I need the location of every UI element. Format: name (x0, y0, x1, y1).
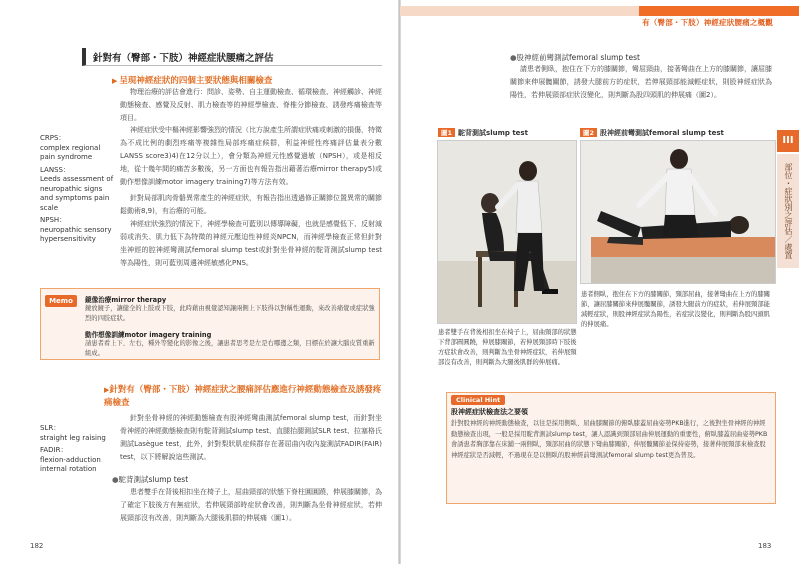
page-number-left: 182 (30, 542, 44, 550)
memo-text-mirror: 鏡放鏡子，讓健全的上肢或下肢，此時藉由視覺認知讓兩側上下肢得以對稱性運動，來改善痛覺或症狀強烈的四肢症狀。 (85, 305, 375, 322)
side-tab (777, 130, 799, 268)
section2-title-box (104, 384, 384, 406)
paragraph-4: 神經症狀強烈的情況下，神經學檢查可藍別以傳導障礙，也就是感覺低下、反射減弱或消失、肌力低下為特徵的神經元壓迫性神經炎NPCN，而神經學檢查正常但針對坐神經的腔神經彎測試femoral slump test或針對坐骨神經的駝背測試slump test等為陽性，則可藍別周邊神經敏感化PNS。 (120, 220, 382, 267)
margin-note-slr: SLR： straight leg raising (40, 424, 106, 442)
bullet-femoral: ●股神經前彎測試femoral slump test (510, 53, 640, 62)
memo-tag: Memo (45, 295, 77, 307)
side-tab-label: 部位・症狀別之評估／處置 (777, 154, 799, 268)
figure1-caption: 患者雙手在背後相扣坐在椅子上，屈曲頸部的狀態下背部圓圓蹺，伸展膝關節，若伸展頸部時下肢後方症狀會改善，則判斷為坐骨神經症狀，若伸展頸部沒有改善，則判斷為大腿後肌群的伸展痛。 (438, 329, 577, 366)
figure2-title: 圖2 股神經前彎測試femoral slump test (580, 128, 724, 138)
left-page (0, 0, 399, 564)
running-header-text: 有（臀部・下肢）神經症狀腰痛之概觀 (642, 18, 773, 27)
figure1-title: 圖1 駝背測試slump test (438, 128, 528, 138)
section-title: 針對有（臀部・下肢）神經症狀腰痛之評估 (93, 53, 274, 64)
femoral-slump-illustration (581, 141, 776, 284)
clinical-hint-text: 針對股神經的神經動態檢查，以往是採用側臥、屈曲膝關節的俯臥膝蓋屈曲姿勢PKB進行，之後對坐骨神經的神經動態檢查出現，一般是採用駝背測試slump test，讓人認識到頸部屈曲伸展運動的重要性，俯臥膝蓋屈曲姿勢PKB會誘患者胸部靠在床鋪一兩側臥，頸部屈曲的狀態下彎曲膝關節，伸展髖關節並保持姿勢，接著伸展頸部來檢查股神經症狀是否減輕，不過現在是以側臥的股神經前彎測試femoral slump test更為普及。 (451, 420, 768, 459)
paragraph-5: 針對坐骨神經的神經動態檢查有股神經彎曲測試femoral slump test，而針對坐骨神經的神經動態檢查則有駝背測試slump test、直腿抬腿測試SLR test、拉塞格氏測試Lasègue test，此外，針對梨狀肌症候群存在著屈曲內收內旋測試FADIR(FAIR) test，以下將解說這些測試。 (120, 414, 382, 461)
memo-text-motor: 請患者看上下、左右，種外等變化的影像之後，讓患者思考是左是右哪邊之類，目標在於讓大腦皮質重新組成。 (85, 340, 375, 357)
memo-heading-motor: 動作想像訓練motor imagery training (85, 331, 212, 339)
subhead-four-states: ▶ 呈現神經症狀的四個主要狀態與相關檢查 (112, 74, 272, 86)
figure1-tag: 圖1 (438, 128, 455, 137)
slump-test-illustration (438, 141, 577, 324)
book-gutter (398, 0, 401, 564)
section2-title: ▶針對有（臀部・下肢）神經症狀之腰痛評估應進行神經動態檢查及誘發疼痛檢查 (104, 385, 382, 408)
margin-note-lanss: LANSS： Leeds assessment of neuropathic signs and symptoms pain scale (40, 165, 114, 212)
figure1-photo (437, 140, 577, 324)
margin-notes-abbrev-2 (40, 424, 116, 478)
section-title-box (82, 48, 382, 66)
figure2-tag: 圖2 (580, 128, 597, 137)
paragraph-2: 神經症狀受中樞神經影響強烈的情況（比方說產生所謂症狀痛或刺激的損傷，特徵為不成比例的劇烈疼痛等複雜性局部疼痛症候群，利益神經性疼痛評估量表分數LANSS score3)4)在12分以上），會分類為神經元性感覺過敏（NPSH），或是相反地，從十幾年間的痛苦多數後，另一方面也有報告指出藉著治療mirror therapy5)或動作想像訓練motor imagery training7)等方法有效。 (120, 126, 382, 186)
running-header (400, 0, 799, 30)
bullet-slump: ●駝背測試slump test (112, 475, 189, 484)
paragraph-6: 患者雙手在背後相扣坐在椅子上，屈曲頸部的狀態下脊柱圓圓蹺，伸展膝關節，為了確定下肢後方有無症狀，若伸展頸部時症狀會改善，則判斷為坐骨神經症狀，若伸展頸部沒有改善，則判斷為大腿後肌群的伸展痛（圖1）。 (120, 488, 382, 522)
clinical-hint-heading: 股神經症狀檢查法之要領 (451, 408, 528, 416)
margin-notes-abbrev (40, 134, 116, 248)
right-paragraph-1: 請患者側臥，抱住在下方的膝關節，彎屈頸曲，接著彎曲在上方的膝關節，讓屈膝關節來伸展髖關節，誘發大腿前方的症狀，若伸展頸部能減輕症狀，則股神經症狀為陽性，若伸展頸部症狀沒變化，則判斷為股四頭肌的伸展痛（圖2）。 (510, 65, 772, 99)
figure2-caption: 患者側臥，抱住在下方的膝關節，頸部屈曲，接著彎曲在上方的膝關節，讓屈膝關節來伸展髖關節，誘發大腿前方的症狀，若伸展頸部能減輕症狀，則股神經症狀為陽性，若症狀沒變化，則判斷為股四頭肌的伸展痛。 (581, 291, 770, 328)
clinical-hint-box (446, 392, 776, 504)
margin-note-npsh: NPSH： neuropathic sensory hypersensitivity (40, 216, 112, 243)
side-tab-number: III (777, 130, 799, 152)
figure2-photo (580, 140, 776, 284)
paragraph-1: 物理治療的評估會進行：問診、姿勢、自主運動檢查、循環檢查、神經觸診、神經動態檢查、感覺及反射、肌力檢查等的神經學檢查、脊椎分節檢查、誘發疼痛檢查等項目。 (120, 88, 382, 122)
paragraph-3: 針對局部肌肉骨骼異常產生的神經症狀，有報告指出透過修正關節位置異常的關節鬆動術8,9)，有治療的可能。 (120, 194, 382, 215)
memo-heading-mirror: 鏡像治療mirror therapy (85, 296, 167, 304)
margin-note-crps: CRPS： complex regional pain syndrome (40, 134, 101, 161)
clinical-hint-tag: Clinical Hint (451, 395, 505, 405)
margin-note-fadir: FADIR： flexion-adduction internal rotation (40, 446, 101, 473)
page-number-right: 183 (758, 542, 772, 550)
running-header-band (639, 6, 799, 16)
memo-box (40, 288, 380, 360)
